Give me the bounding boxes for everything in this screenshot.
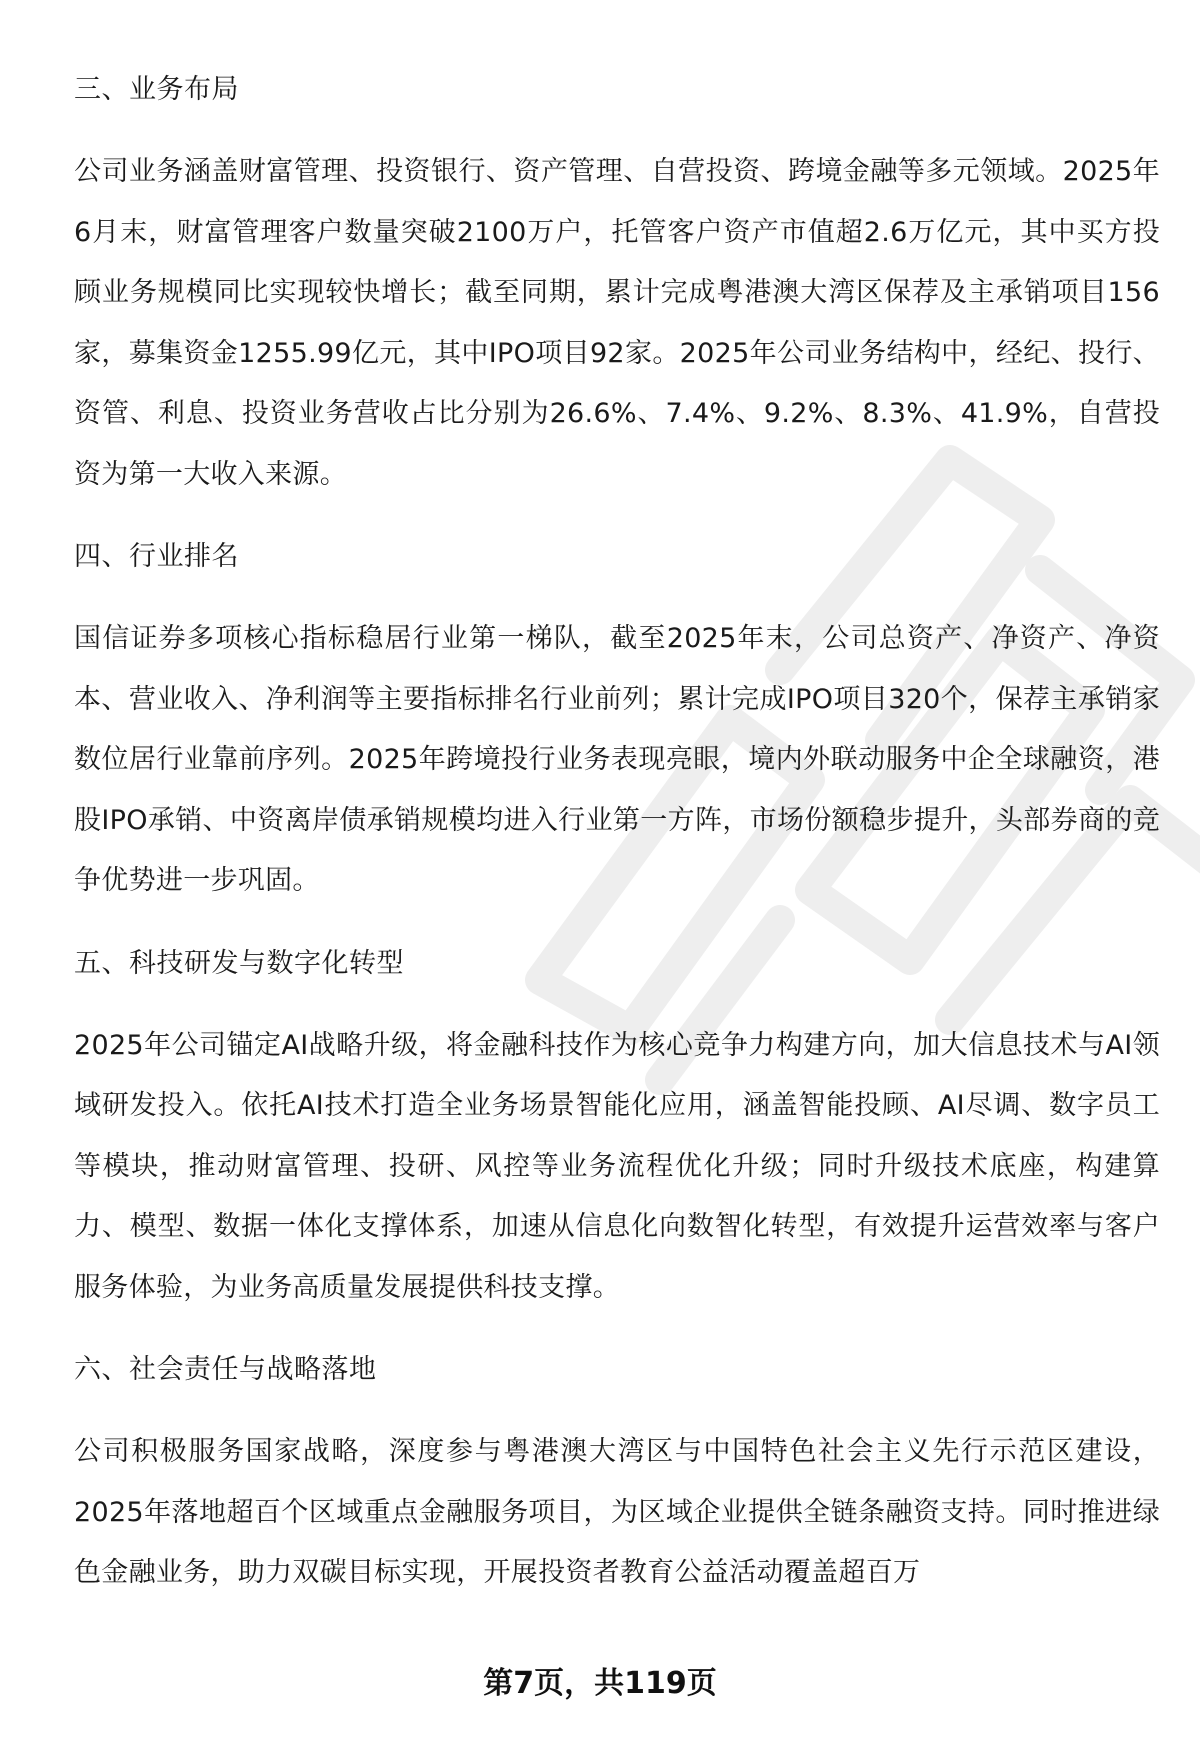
section-body-business-layout: 公司业务涵盖财富管理、投资银行、资产管理、自营投资、跨境金融等多元领域。2025年6月末，财富管理客户数量突破2100万户，托管客户资产市值超2.6万亿元，其中买方投顾业务规模同比实现较快增长；截至同期，累计完成粤港澳大湾区保荐及主承销项目156家，募集资金1255.99亿元，其中IPO项目92家。2025年公司业务结构中，经纪、投行、资管、利息、投资业务营收占比分别为26.6%、7.4%、9.2%、8.3%、41.9%，自营投资为第一大收入来源。 [74, 156, 1160, 490]
section-body-industry-ranking: 国信证券多项核心指标稳居行业第一梯队，截至2025年末，公司总资产、净资产、净资本、营业收入、净利润等主要指标排名行业前列；累计完成IPO项目320个，保荐主承销家数位居行业靠前序列。2025年跨境投行业务表现亮眼，境内外联动服务中企全球融资，港股IPO承销、中资离岸债承销规模均进入行业第一方阵，市场份额稳步提升，头部券商的竞争优势进一步巩固。 [74, 623, 1160, 896]
section-heading-social-responsibility: 六、社会责任与战略落地 [74, 1354, 377, 1385]
document-body [74, 60, 1160, 1604]
section-heading-industry-ranking: 四、行业排名 [74, 541, 239, 572]
section-heading-business-layout: 三、业务布局 [74, 74, 239, 105]
section-body-tech-digital: 2025年公司锚定AI战略升级，将金融科技作为核心竞争力构建方向，加大信息技术与AI领域研发投入。依托AI技术打造全业务场景智能化应用，涵盖智能投顾、AI尽调、数字员工等模块，推动财富管理、投研、风控等业务流程优化升级；同时升级技术底座，构建算力、模型、数据一体化支撑体系，加速从信息化向数智化转型，有效提升运营效率与客户服务体验，为业务高质量发展提供科技支撑。 [74, 1029, 1160, 1303]
section-heading-tech-digital: 五、科技研发与数字化转型 [74, 947, 404, 979]
section-body-social-responsibility: 公司积极服务国家战略，深度参与粤港澳大湾区与中国特色社会主义先行示范区建设，2025年落地超百个区域重点金融服务项目，为区域企业提供全链条融资支持。同时推进绿色金融业务，助力双碳目标实现，开展投资者教育公益活动覆盖超百万 [74, 1436, 1160, 1588]
page-number-footer: 第7页，共119页 [483, 1666, 717, 1701]
